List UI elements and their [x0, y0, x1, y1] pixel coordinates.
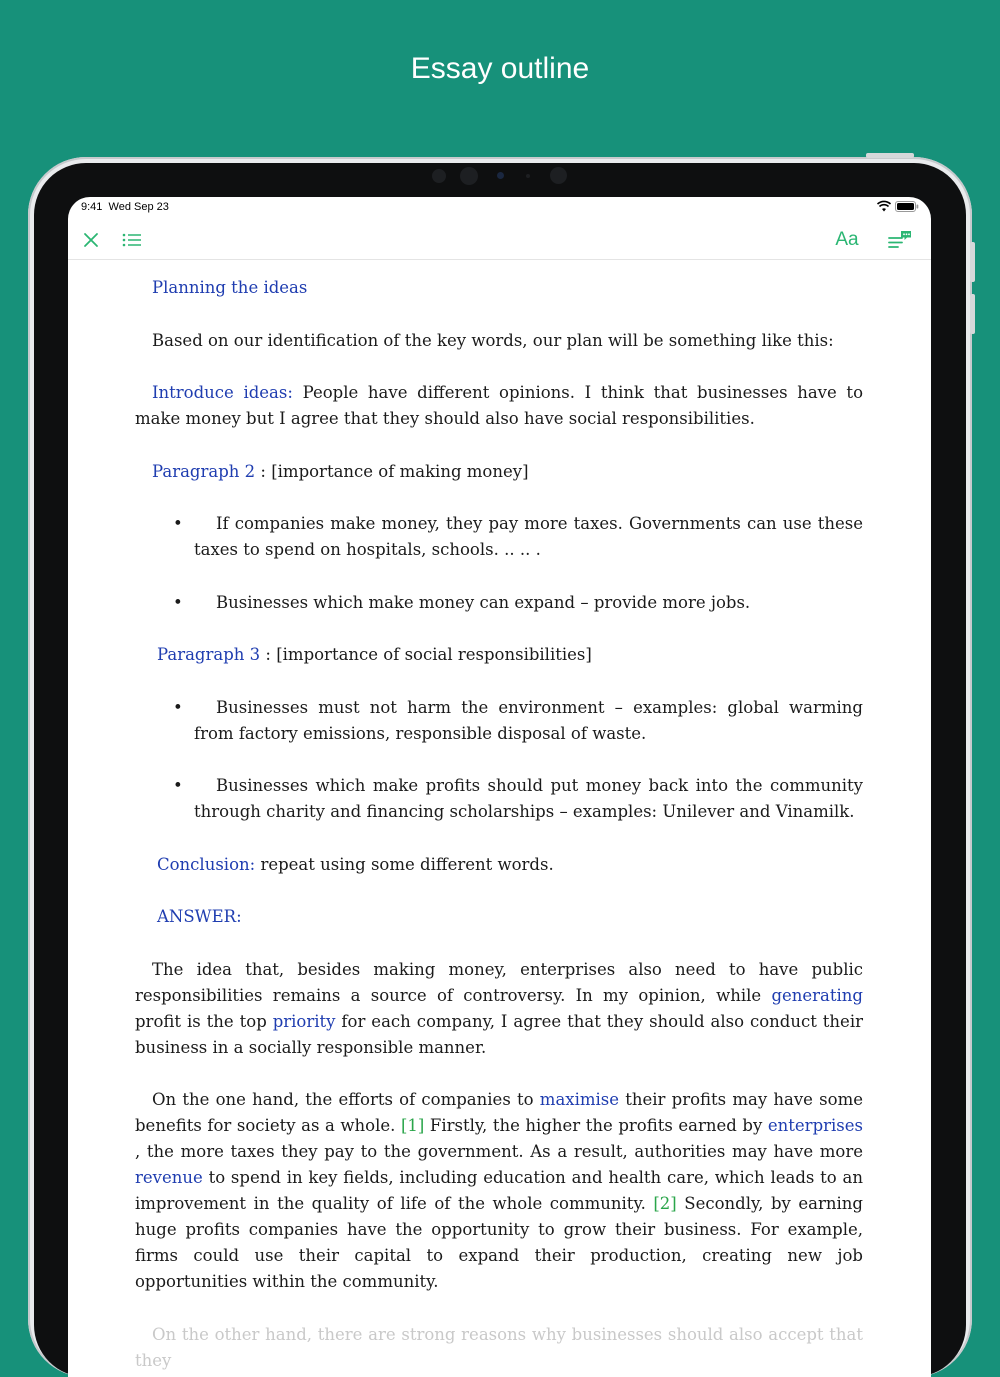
- promo-title: Essay outline: [410, 52, 590, 85]
- list-icon: [122, 233, 142, 247]
- answer-paragraph-3-partial: On the other hand, there are strong reasons why businesses should also accept that they: [135, 1324, 863, 1370]
- close-button[interactable]: [77, 227, 105, 253]
- section-heading: [135, 275, 863, 301]
- footnote-ref-2[interactable]: [2]: [653, 1194, 677, 1213]
- p3-text: : [importance of social responsibilities]: [260, 645, 592, 664]
- wifi-icon: [877, 201, 891, 212]
- text-run: profit is the top: [135, 1011, 273, 1031]
- status-date: Wed Sep 23: [108, 201, 169, 213]
- conclusion-text: repeat using some different words.: [255, 854, 554, 874]
- answer-heading: [135, 904, 863, 930]
- text-run: to spend in key fields, including education and health care, which leads to an improvement in the quality of life of the whole community.: [135, 1168, 863, 1213]
- list-item: [135, 773, 863, 825]
- notes-button[interactable]: [886, 227, 914, 253]
- camera-sensor: [497, 172, 504, 179]
- text-run: Secondly, by earning huge profits companies have the opportunity to grow their business. For example, firms could use their capital to expand their production, creating new job opportunities within the community.: [135, 1194, 863, 1291]
- list-item-text: Businesses which make money can expand – provide more jobs.: [216, 592, 751, 612]
- camera-lens: [460, 167, 478, 185]
- font-settings-button[interactable]: [831, 227, 863, 253]
- paragraph-3-heading: [135, 642, 863, 668]
- device-volume-up: [970, 242, 975, 282]
- text-run: their profits may have some benefits for society as a whole.: [135, 1090, 863, 1135]
- text-run: The idea that, besides making money, enterprises also need to have public responsibilities remains a source of controversy. In my opinion, while: [135, 959, 863, 1005]
- conclusion-label: Conclusion:: [157, 854, 256, 874]
- vocab-link-maximise[interactable]: maximise: [539, 1090, 620, 1109]
- article-content: [135, 275, 863, 1370]
- bullet-dot: •: [173, 776, 183, 795]
- answer-label: ANSWER:: [157, 907, 242, 926]
- notes-icon: [888, 230, 912, 250]
- text-run: , the more taxes they pay to the government. As a result, authorities may have more: [135, 1142, 863, 1161]
- planning-heading: Planning the ideas: [152, 278, 308, 297]
- camera-flash: [526, 174, 530, 178]
- bullet-dot: •: [173, 592, 183, 612]
- font-size-icon: [835, 229, 858, 251]
- list-item-text: Businesses must not harm the environment – examples: global warming from factory emissions, responsible disposal of waste.: [194, 697, 863, 743]
- list-item: [135, 511, 863, 563]
- answer-paragraph-2: [135, 1087, 863, 1295]
- answer-paragraph-1: [135, 957, 863, 1061]
- app-screen: [68, 197, 931, 1377]
- reader-toolbar: [68, 219, 931, 260]
- font-settings-label: Aa: [835, 229, 859, 250]
- p3-label: Paragraph 3: [157, 645, 261, 664]
- bullet-dot: •: [173, 697, 183, 717]
- vocab-link-generating[interactable]: generating: [771, 985, 863, 1005]
- list-item: [135, 695, 863, 747]
- device-top-button: [866, 153, 914, 158]
- list-item-text: Businesses which make profits should put money back into the community through charity and financing scholarships – examples: Unilever and Vinamilk.: [194, 776, 863, 821]
- paragraph-introduce: [135, 380, 863, 432]
- paragraph-2-heading: [135, 459, 863, 485]
- p2-label: Paragraph 2: [152, 461, 256, 481]
- text-run: for each company, I agree that they should also conduct their business in a socially responsible manner.: [135, 1011, 863, 1057]
- footnote-ref-1[interactable]: [1]: [400, 1116, 425, 1135]
- conclusion: [135, 852, 863, 878]
- camera-dot: [432, 169, 446, 183]
- table-of-contents-button[interactable]: [118, 227, 146, 253]
- camera-mic: [550, 167, 567, 184]
- close-icon: [83, 232, 99, 248]
- list-item-text: If companies make money, they pay more taxes. Governments can use these taxes to spend on hospitals, schools. .. .. .: [194, 514, 863, 559]
- bullet-dot: •: [173, 514, 183, 533]
- introduce-text: People have different opinions. I think that businesses have to make money but I agree that they should also have social responsibilities.: [135, 383, 863, 428]
- battery-icon: [895, 201, 919, 212]
- list-item: [135, 590, 863, 616]
- vocab-link-revenue[interactable]: revenue: [135, 1168, 203, 1187]
- paragraph: Based on our identification of the key words, our plan will be something like this:: [152, 330, 834, 350]
- vocab-link-enterprises[interactable]: enterprises: [767, 1116, 863, 1135]
- introduce-label: Introduce ideas:: [152, 383, 293, 402]
- p2-text: : [importance of making money]: [255, 461, 529, 481]
- vocab-link-priority[interactable]: priority: [272, 1011, 336, 1031]
- device-volume-down: [970, 294, 975, 334]
- status-bar: [68, 197, 931, 219]
- text-run: On the one hand, the efforts of companies to: [152, 1090, 540, 1109]
- text-run: Firstly, the higher the profits earned by: [424, 1116, 768, 1135]
- status-time: 9:41: [81, 201, 103, 213]
